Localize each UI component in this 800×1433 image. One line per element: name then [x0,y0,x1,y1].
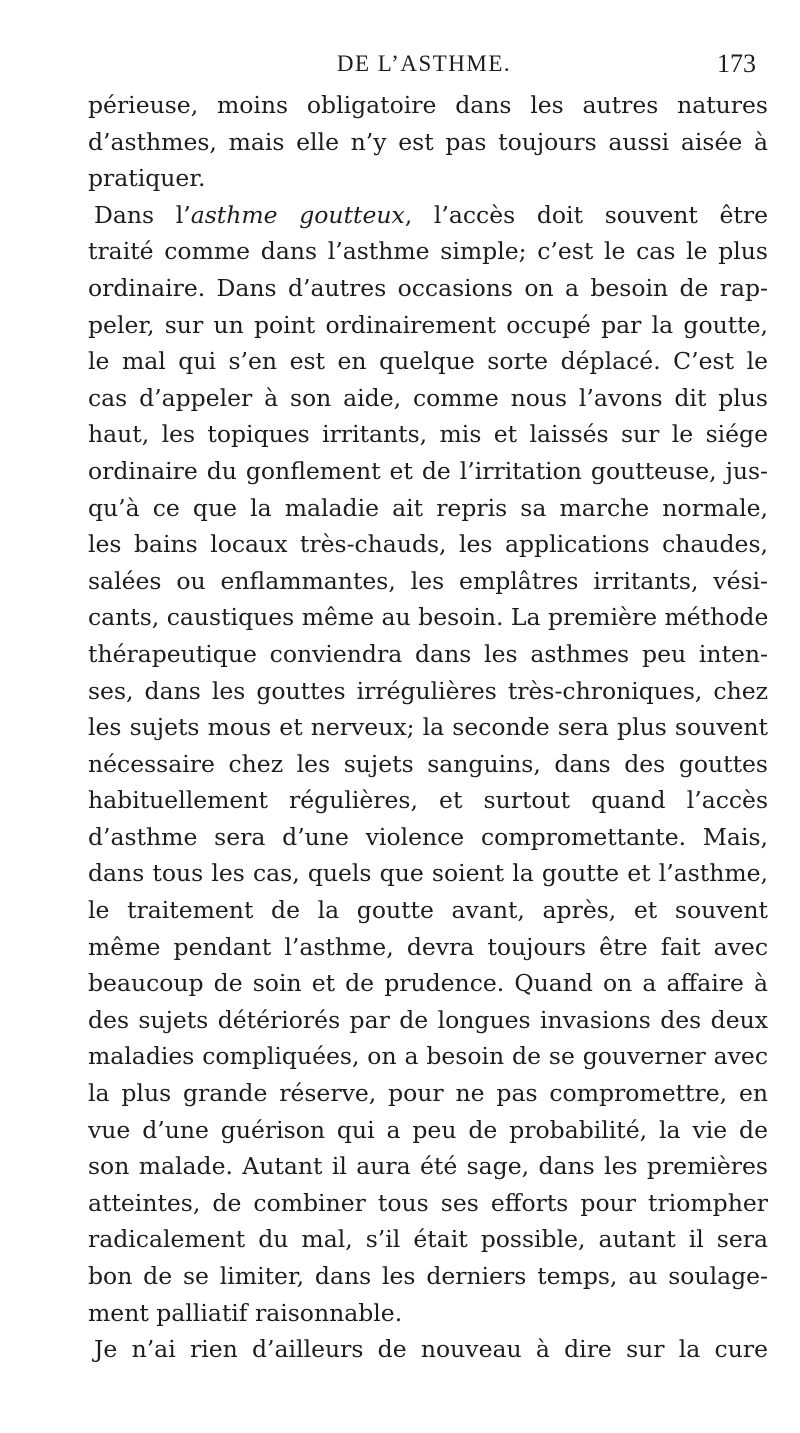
text-line: des sujets détériorés par de longues invasions des deux [88,1005,768,1034]
text-line: haut, les topiques irritants, mis et laissés sur le siége [88,420,768,449]
text-line: peler, sur un point ordinairement occupé par la goutte, [88,310,768,339]
text-line: ses, dans les gouttes irrégulières très-chroniques, chez [88,676,768,705]
text-line: ordinaire. Dans d’autres occasions on a besoin de rap- [88,273,768,302]
text-line: ment palliatif raisonnable. [88,1298,403,1327]
text-line: d’asthme sera d’une violence compromettante. Mais, [88,822,768,851]
text-line: périeuse, moins obligatoire dans les autres natures [88,91,768,119]
text-line: les sujets mous et nerveux; la seconde sera plus souvent [88,713,768,742]
text-run: Dans l’ [94,200,191,229]
text-line: la plus grande réserve, pour ne pas compromettre, en [88,1079,768,1108]
text-line: radicalement du mal, s’il était possible, autant il sera [88,1225,768,1254]
text-line: qu’à ce que la maladie ait repris sa marche normale, [88,493,768,522]
text-line: salées ou enflammantes, les emplâtres irritants, vési- [88,566,768,595]
body-text [88,87,768,1368]
text-line: son malade. Autant il aura été sage, dans les premières [88,1152,768,1181]
text-line: atteintes, de combiner tous ses efforts pour triompher [88,1188,768,1217]
page-number: 173 [717,49,756,78]
text-line: cants, caustiques même au besoin. La première méthode [88,603,769,632]
text-line: même pendant l’asthme, devra toujours être fait avec [88,932,768,961]
text-line: les bains locaux très-chauds, les applications chaudes, [88,530,768,559]
text-line: thérapeutique conviendra dans les asthmes peu inten- [88,639,768,668]
text-line: bon de se limiter, dans les derniers temps, au soulage- [88,1262,768,1290]
text-line: vue d’une guérison qui a peu de probabilité, la vie de [88,1115,768,1144]
text-line: beaucoup de soin et de prudence. Quand on a affaire à [88,969,768,998]
text-line: maladies compliquées, on a besoin de se gouverner avec [88,1042,768,1071]
text-line [88,197,768,234]
text-line: nécessaire chez les sujets sanguins, dans des gouttes [88,749,768,778]
text-line: dans tous les cas, quels que soient la goutte et l’asthme, [88,859,768,888]
text-line: ordinaire du gonflement et de l’irritation goutteuse, jus- [88,456,768,485]
text-line: le traitement de la goutte avant, après, et souvent [88,896,768,925]
running-head [84,44,764,84]
text-line: habituellement régulières, et surtout quand l’accès [88,786,768,815]
running-title: DE L’ASTHME. [336,51,512,76]
text-line: Je n’ai rien d’ailleurs de nouveau à dire sur la cure [94,1335,768,1364]
text-line: traité comme dans l’asthme simple; c’est le cas le plus [88,237,768,266]
text-line: cas d’appeler à son aide, comme nous l’avons dit plus [88,383,768,412]
text-line: le mal qui s’en est en quelque sorte déplacé. C’est le [88,347,768,376]
text-line: pratiquer. [88,164,206,193]
italic-term: asthme goutteux [190,200,405,229]
text-line: d’asthmes, mais elle n’y est pas toujours aussi aisée à [88,127,768,156]
text-run: , l’accès doit souvent être [404,200,768,229]
